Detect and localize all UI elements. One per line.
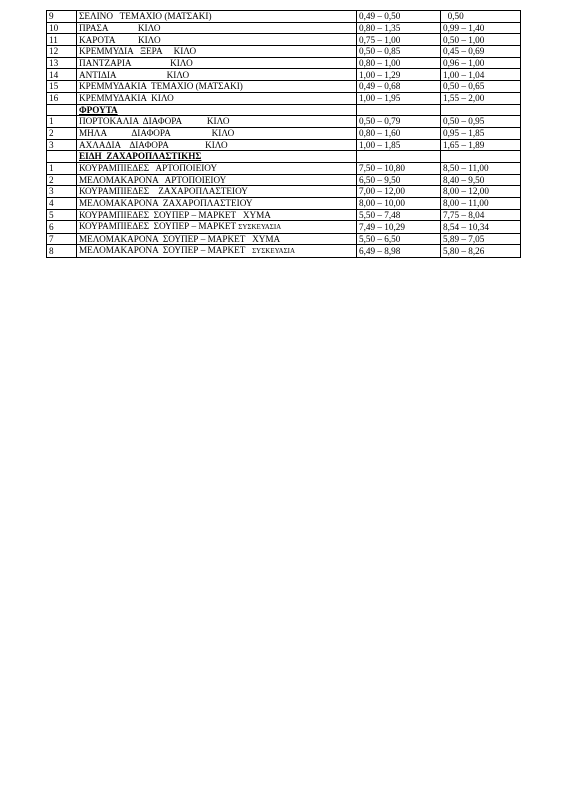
item-description-text: ΚΡΕΜΜΥΔΑΚΙΑ ΤΕΜΑΧΙΟ (ΜΑΤΣΑΚΙ): [79, 81, 243, 92]
price-range-2: 1,00 – 1,04: [441, 69, 521, 81]
price-range-2: 5,89 – 7,05: [441, 233, 521, 245]
item-description-text: ΠΟΡΤΟΚΑΛΙΑ ΔΙΑΦΟΡΑ ΚΙΛΟ: [79, 116, 230, 127]
price-range-1: 0,49 – 0,50: [357, 11, 441, 23]
item-description-text: ΜΕΛΟΜΑΚΑΡΟΝΑ ΖΑΧΑΡΟΠΛΑΣΤΕΙΟΥ: [79, 198, 253, 209]
price-range-2: 8,00 – 11,00: [441, 198, 521, 210]
section-header-row: [47, 151, 521, 163]
item-description-text: ΠΡΑΣΑ ΚΙΛΟ: [79, 22, 161, 33]
item-number: 12: [47, 46, 77, 58]
item-number: 3: [47, 139, 77, 151]
item-description: [77, 127, 357, 139]
price-range-1: 1,00 – 1,85: [357, 139, 441, 151]
packaging-note: ΣΥΣΚΕΥΑΣΙΑ: [238, 223, 282, 232]
item-number: 6: [47, 221, 77, 233]
price-range-1: 0,80 – 1,00: [357, 57, 441, 69]
item-description: [77, 186, 357, 198]
table-row: [47, 209, 521, 221]
section-num-cell: [47, 151, 77, 163]
item-description-text: ΜΕΛΟΜΑΚΑΡΟΝΑ ΣΟΥΠΕΡ – ΜΑΡΚΕΤ ΧΥΜΑ: [79, 233, 281, 244]
table-row: [47, 233, 521, 245]
item-number: 1: [47, 116, 77, 128]
price-table: [46, 10, 521, 258]
item-description: [77, 34, 357, 46]
item-description-text: ΚΟΥΡΑΜΠΙΕΔΕΣ ΖΑΧΑΡΟΠΛΑΣΤΕΙΟΥ: [79, 186, 248, 197]
item-number: 2: [47, 127, 77, 139]
price-range-1: 0,49 – 0,68: [357, 81, 441, 93]
item-description: [77, 46, 357, 58]
item-description-text: ΑΧΛΑΔΙΑ ΔΙΑΦΟΡΑ ΚΙΛΟ: [79, 139, 228, 150]
item-number: 11: [47, 34, 77, 46]
price-range-1: 8,00 – 10,00: [357, 198, 441, 210]
item-number: 13: [47, 57, 77, 69]
table-row: [47, 198, 521, 210]
price-range-1: 7,49 – 10,29: [357, 221, 441, 233]
price-range-1: 0,50 – 0,85: [357, 46, 441, 58]
table-row: [47, 81, 521, 93]
price-range-2: 8,40 – 9,50: [441, 174, 521, 186]
item-description: [77, 81, 357, 93]
item-number: 4: [47, 198, 77, 210]
table-row: [47, 174, 521, 186]
item-description-text: ΜΗΛΑ ΔΙΑΦΟΡΑ ΚΙΛΟ: [79, 128, 235, 139]
section-range1-cell: [357, 151, 441, 163]
price-sheet: [46, 10, 520, 258]
item-number: 3: [47, 186, 77, 198]
item-description: [77, 174, 357, 186]
item-description: [77, 209, 357, 221]
item-description-text: ΚΑΡΟΤΑ ΚΙΛΟ: [79, 34, 161, 45]
table-row: [47, 186, 521, 198]
section-range2-cell: [441, 151, 521, 163]
table-row: [47, 11, 521, 23]
price-range-2: 1,55 – 2,00: [441, 92, 521, 104]
price-range-2: 0,50: [441, 11, 521, 23]
item-description: [77, 139, 357, 151]
item-number: 15: [47, 81, 77, 93]
price-range-1: 5,50 – 7,48: [357, 209, 441, 221]
item-description-text: ΠΑΝΤΖΑΡΙΑ ΚΙΛΟ: [79, 57, 193, 68]
section-num-cell: [47, 104, 77, 116]
item-number: 14: [47, 69, 77, 81]
table-row: [47, 34, 521, 46]
item-number: 10: [47, 22, 77, 34]
item-description: [77, 116, 357, 128]
price-range-1: 0,80 – 1,35: [357, 22, 441, 34]
price-range-2: 0,99 – 1,40: [441, 22, 521, 34]
price-range-2: 0,95 – 1,85: [441, 127, 521, 139]
item-description-text: ΣΕΛΙΝΟ ΤΕΜΑΧΙΟ (ΜΑΤΣΑΚΙ): [79, 11, 212, 22]
item-description-text: ΚΟΥΡΑΜΠΙΕΔΕΣ ΣΟΥΠΕΡ – ΜΑΡΚΕΤ: [79, 221, 239, 232]
item-number: 8: [47, 245, 77, 257]
item-description: [77, 11, 357, 23]
packaging-note: ΣΥΣΚΕΥΑΣΙΑ: [252, 247, 296, 256]
table-row: [47, 57, 521, 69]
item-description-text: ΑΝΤΙΔΙΑ ΚΙΛΟ: [79, 69, 190, 80]
item-number: 5: [47, 209, 77, 221]
item-description-text: ΚΡΕΜΜΥΔΙΑ ΞΕΡΑ ΚΙΛΟ: [79, 46, 197, 57]
table-row: [47, 92, 521, 104]
table-row: [47, 46, 521, 58]
table-row: [47, 221, 521, 233]
item-description: [77, 245, 357, 257]
table-row: [47, 127, 521, 139]
price-range-1: 7,50 – 10,80: [357, 162, 441, 174]
price-range-2: 8,00 – 12,00: [441, 186, 521, 198]
price-range-1: 6,49 – 8,98: [357, 245, 441, 257]
price-range-2: 8,50 – 11,00: [441, 162, 521, 174]
section-title-text: ΕΙΔΗ ΖΑΧΑΡΟΠΛΑΣΤΙΚΗΣ: [79, 151, 202, 162]
item-description: [77, 57, 357, 69]
price-range-2: 1,65 – 1,89: [441, 139, 521, 151]
price-range-1: 1,00 – 1,29: [357, 69, 441, 81]
price-range-1: 0,75 – 1,00: [357, 34, 441, 46]
price-range-2: 0,96 – 1,00: [441, 57, 521, 69]
price-range-2: 5,80 – 8,26: [441, 245, 521, 257]
section-range1-cell: [357, 104, 441, 116]
item-description-text: ΚΟΥΡΑΜΠΙΕΔΕΣ ΑΡΤΟΠΟΙΕΙΟΥ: [79, 163, 218, 174]
item-description-text: ΚΡΕΜΜΥΔΑΚΙΑ ΚΙΛΟ: [79, 92, 174, 103]
item-description: [77, 22, 357, 34]
item-number: 16: [47, 92, 77, 104]
price-range-2: 0,50 – 0,95: [441, 116, 521, 128]
price-range-2: 0,50 – 0,65: [441, 81, 521, 93]
price-range-2: 8,54 – 10,34: [441, 221, 521, 233]
item-description: [77, 233, 357, 245]
price-range-2: 0,50 – 1,00: [441, 34, 521, 46]
item-number: 2: [47, 174, 77, 186]
table-row: [47, 22, 521, 34]
item-number: 1: [47, 162, 77, 174]
section-title-text: ΦΡΟΥΤΑ: [79, 104, 118, 115]
price-range-2: 7,75 – 8,04: [441, 209, 521, 221]
table-row: [47, 162, 521, 174]
price-range-1: 1,00 – 1,95: [357, 92, 441, 104]
item-description: [77, 69, 357, 81]
item-description-text: ΜΕΛΟΜΑΚΑΡΟΝΑ ΣΟΥΠΕΡ – ΜΑΡΚΕΤ: [79, 245, 253, 256]
price-range-2: 0,45 – 0,69: [441, 46, 521, 58]
table-row: [47, 245, 521, 257]
table-row: [47, 69, 521, 81]
table-row: [47, 116, 521, 128]
price-range-1: 6,50 – 9,50: [357, 174, 441, 186]
item-description: [77, 162, 357, 174]
item-number: 9: [47, 11, 77, 23]
item-description-text: ΚΟΥΡΑΜΠΙΕΔΕΣ ΣΟΥΠΕΡ – ΜΑΡΚΕΤ ΧΥΜΑ: [79, 209, 271, 220]
item-description: [77, 92, 357, 104]
item-number: 7: [47, 233, 77, 245]
section-range2-cell: [441, 104, 521, 116]
item-description-text: ΜΕΛΟΜΑΚΑΡΟΝΑ ΑΡΤΟΠΟΙΕΙΟΥ: [79, 174, 227, 185]
price-range-1: 7,00 – 12,00: [357, 186, 441, 198]
item-description: [77, 198, 357, 210]
price-table-body: [47, 11, 521, 258]
price-range-1: 0,50 – 0,79: [357, 116, 441, 128]
item-description: [77, 221, 357, 233]
price-range-1: 5,50 – 6,50: [357, 233, 441, 245]
price-range-1: 0,80 – 1,60: [357, 127, 441, 139]
section-header-row: [47, 104, 521, 116]
table-row: [47, 139, 521, 151]
section-title: [77, 151, 357, 163]
section-title: [77, 104, 357, 116]
